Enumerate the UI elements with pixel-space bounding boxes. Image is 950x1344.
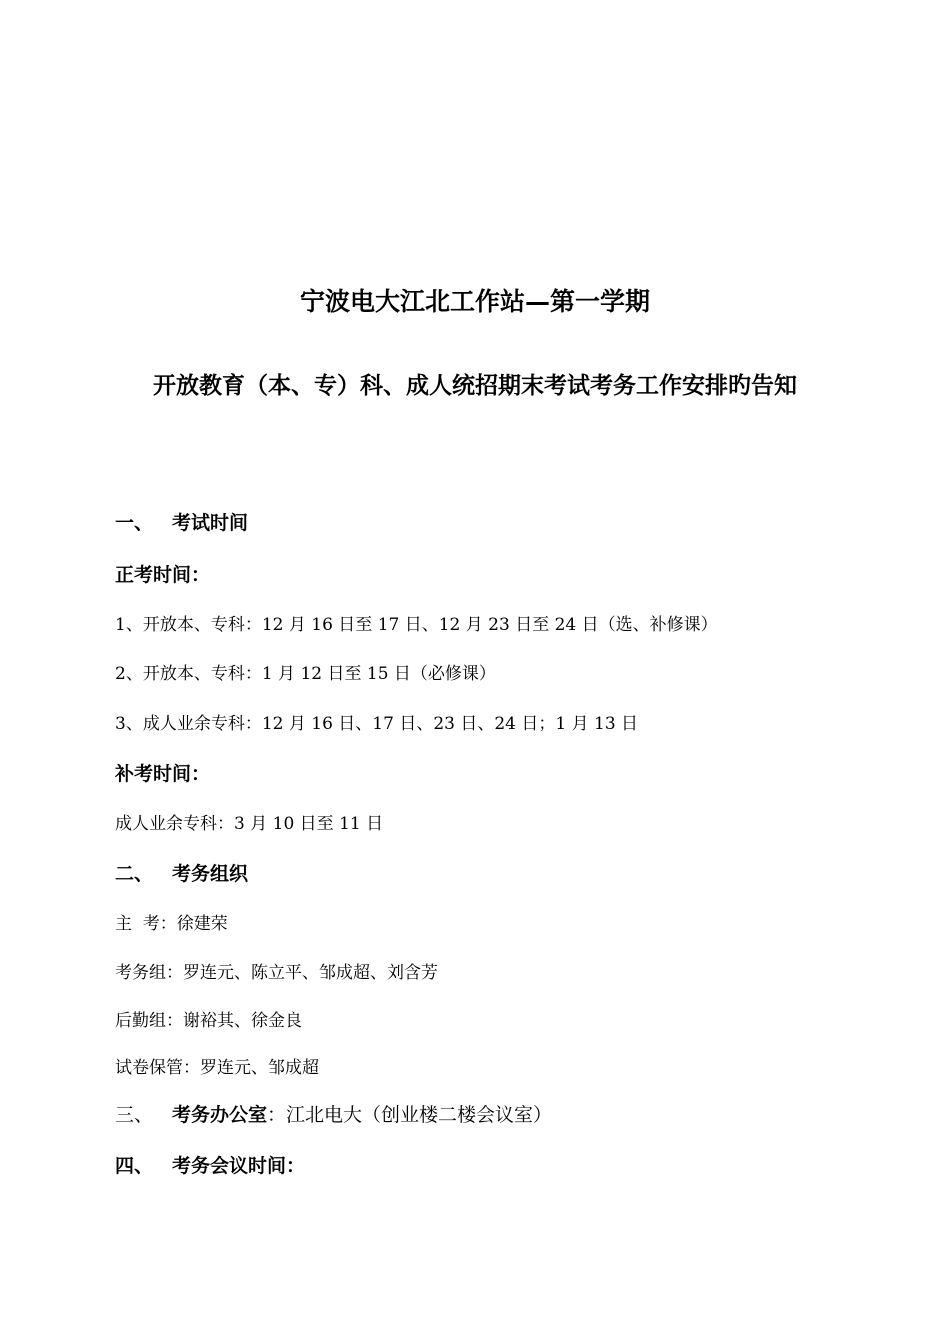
section1-header (115, 511, 248, 535)
regular-exam-item-3: 3、成人业余专科：12 月 16 日、17 日、23 日、24 日；1 月 13 日 (115, 714, 639, 734)
exam-affairs-group-line: 考务组：罗连元、陈立平、邹成超、刘含芳 (115, 963, 438, 983)
regular-exam-item-1: 1、开放本、专科：12 月 16 日至 17 日、12 月 23 日至 24 日（选、补修课） (115, 615, 718, 635)
regular-exam-label: 正考时间： (115, 564, 211, 586)
logistics-group-line: 后勤组：谢裕其、徐金良 (115, 1011, 302, 1031)
section3-heading: 考务办公室 (172, 1104, 268, 1126)
section4-header (115, 1154, 305, 1178)
regular-exam-item-2: 2、开放本、专科：1 月 12 日至 15 日（必修课） (115, 664, 496, 684)
section4-heading: 考务会议时间： (172, 1155, 306, 1177)
document-title-line2: 开放教育（本、专）科、成人统招期末考试考务工作安排旳告知 (153, 372, 797, 399)
chief-examiner-line: 主 考：徐建荣 (115, 914, 228, 934)
section3-number: 三、 (115, 1104, 154, 1126)
document-title-line1: 宁波电大江北工作站—第一学期 (299, 287, 650, 316)
section3-value: ：江北电大（创业楼二楼会议室） (267, 1104, 553, 1126)
makeup-exam-label: 补考时间： (115, 763, 211, 785)
section2-header (115, 862, 248, 886)
section4-number: 四、 (115, 1155, 154, 1177)
makeup-exam-item: 成人业余专科：3 月 10 日至 11 日 (115, 814, 384, 834)
section1-heading: 考试时间 (172, 512, 249, 534)
section2-number: 二、 (115, 863, 154, 885)
section2-heading: 考务组织 (172, 863, 249, 885)
paper-custody-line: 试卷保管：罗连元、邹成超 (115, 1058, 319, 1078)
section1-number: 一、 (115, 512, 154, 534)
section3-header (115, 1103, 552, 1127)
